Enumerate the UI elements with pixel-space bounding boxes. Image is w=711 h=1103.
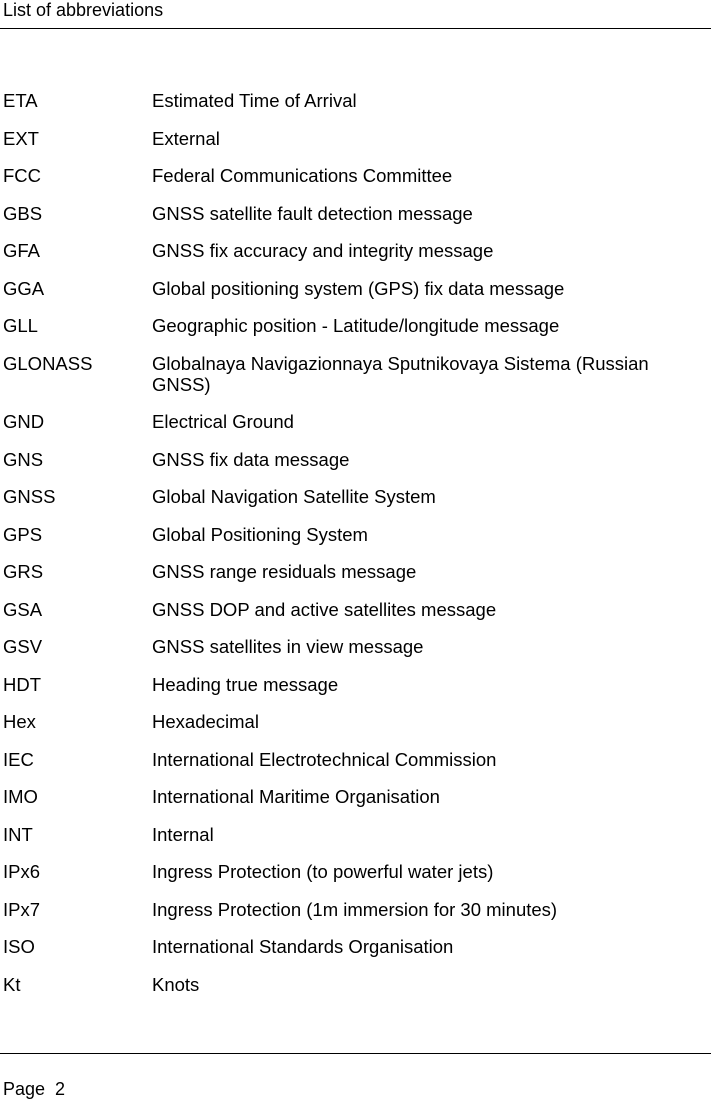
abbreviation-row: [0, 749, 711, 770]
abbreviation-term: GSA: [3, 598, 43, 620]
abbreviation-term: GPS: [3, 523, 43, 545]
abbreviation-row: [0, 861, 711, 882]
abbreviation-term: INT: [3, 823, 33, 845]
abbreviation-list: [0, 90, 711, 1011]
abbreviation-row: [0, 449, 711, 470]
abbreviation-definition: International Electrotechnical Commission: [152, 748, 497, 770]
abbreviation-term: IMO: [3, 786, 38, 807]
abbreviation-term: GFA: [3, 240, 41, 261]
abbreviation-row: [0, 636, 711, 657]
abbreviation-definition: Globalnaya Navigazionnaya Sputnikovaya Sistema (Russian GNSS): [152, 352, 649, 395]
abbreviation-row: [0, 411, 711, 432]
abbreviation-definition: Ingress Protection (to powerful water jets): [152, 861, 494, 882]
abbreviation-definition: Global Positioning System: [152, 523, 368, 545]
abbreviation-term: IEC: [3, 748, 34, 770]
abbreviation-term: ISO: [3, 936, 35, 957]
abbreviation-row: [0, 128, 711, 149]
abbreviation-definition: Geographic position - Latitude/longitude message: [152, 315, 560, 336]
abbreviation-definition: Electrical Ground: [152, 411, 294, 432]
abbreviation-row: [0, 936, 711, 957]
abbreviation-term: ETA: [3, 90, 38, 111]
abbreviation-definition: Internal: [152, 823, 214, 845]
abbreviation-term: HDT: [3, 673, 42, 695]
abbreviation-term: GSV: [3, 636, 43, 657]
abbreviation-row: [0, 165, 711, 186]
abbreviation-definition: Ingress Protection (1m immersion for 30 minutes): [152, 898, 558, 920]
abbreviation-definition: GNSS range residuals message: [152, 561, 417, 582]
abbreviation-term: GRS: [3, 561, 44, 582]
abbreviation-term: GND: [3, 411, 45, 432]
abbreviation-term: Kt: [3, 973, 21, 995]
abbreviation-definition: International Standards Organisation: [152, 936, 454, 957]
page-header-title: List of abbreviations: [3, 0, 164, 20]
abbreviation-row: [0, 524, 711, 545]
abbreviation-definition: Knots: [152, 973, 200, 995]
abbreviation-row: [0, 90, 711, 111]
abbreviation-term: GBS: [3, 202, 43, 224]
abbreviation-row: [0, 674, 711, 695]
abbreviation-definition: GNSS fix data message: [152, 448, 350, 470]
abbreviation-definition: Estimated Time of Arrival: [152, 90, 357, 111]
abbreviation-definition: Federal Communications Committee: [152, 165, 453, 186]
abbreviation-row: [0, 353, 711, 395]
abbreviation-term: IPx7: [3, 898, 41, 920]
abbreviation-row: [0, 315, 711, 336]
abbreviation-row: [0, 278, 711, 299]
abbreviation-term: Hex: [3, 711, 36, 732]
abbreviation-term: EXT: [3, 127, 39, 149]
abbreviation-definition: GNSS DOP and active satellites message: [152, 598, 497, 620]
abbreviation-row: [0, 711, 711, 732]
abbreviation-definition: Hexadecimal: [152, 711, 259, 732]
abbreviation-row: [0, 240, 711, 261]
abbreviation-definition: External: [152, 127, 220, 149]
abbreviation-term: IPx6: [3, 861, 41, 882]
footer-divider: [0, 1053, 711, 1054]
abbreviation-term: GLL: [3, 315, 38, 336]
abbreviation-term: FCC: [3, 165, 42, 186]
abbreviation-definition: GNSS satellite fault detection message: [152, 202, 473, 224]
abbreviation-definition: Global Navigation Satellite System: [152, 486, 436, 507]
abbreviation-row: [0, 899, 711, 920]
abbreviation-row: [0, 599, 711, 620]
abbreviation-definition: GNSS satellites in view message: [152, 636, 424, 657]
abbreviation-row: [0, 786, 711, 807]
abbreviation-term: GNSS: [3, 486, 56, 507]
abbreviation-row: [0, 486, 711, 507]
abbreviation-term: GNS: [3, 448, 44, 470]
abbreviation-row: [0, 203, 711, 224]
abbreviation-definition: Heading true message: [152, 673, 339, 695]
abbreviation-row: [0, 974, 711, 995]
abbreviation-definition: Global positioning system (GPS) fix data message: [152, 277, 565, 299]
header-divider: [0, 28, 711, 29]
abbreviation-term: GGA: [3, 277, 45, 299]
abbreviation-definition: GNSS fix accuracy and integrity message: [152, 240, 494, 261]
page-number: Page 2: [3, 1079, 66, 1099]
abbreviation-row: [0, 824, 711, 845]
abbreviation-term: GLONASS: [3, 352, 93, 374]
abbreviation-row: [0, 561, 711, 582]
abbreviation-definition: International Maritime Organisation: [152, 786, 440, 807]
